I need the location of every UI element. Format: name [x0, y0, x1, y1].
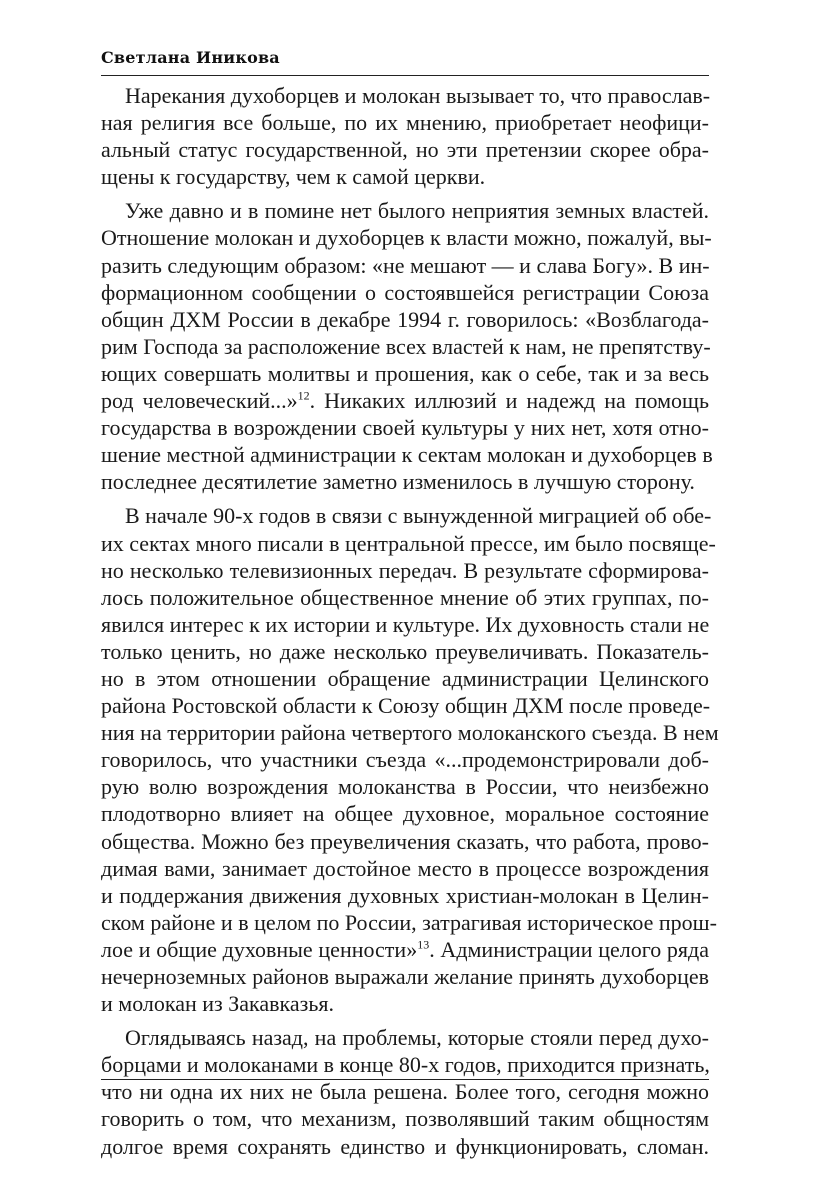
- text-segment: род человеческий...»: [101, 388, 298, 414]
- text-segment: . Никаких иллюзий и надежд на помощь: [309, 388, 709, 414]
- text-segment: лое и общие духовные ценности»: [101, 936, 418, 962]
- text-line: последнее десятилетие заметно изменилось в лучшую сторону.: [101, 469, 695, 495]
- paragraph-2: [101, 197, 713, 495]
- footnote-ref: 12: [297, 388, 310, 403]
- text-line: разить следующим образом: «не мешают — и слава Богу». В ин-: [101, 252, 710, 278]
- text-line: Оглядываясь назад, на проблемы, которые стояли перед духо-: [125, 1025, 709, 1051]
- text-line: лось положительное общественное мнение об этих группах, по-: [101, 584, 709, 610]
- text-line: района Ростовской области к Союзу общин ДХМ после проведе-: [101, 693, 711, 719]
- footnote-ref: 13: [417, 937, 430, 952]
- text-line: Уже давно и в помине нет былого неприятия земных властей.: [125, 198, 709, 224]
- text-segment: . Администрации целого ряда: [429, 936, 709, 962]
- text-line-with-note: [101, 387, 709, 414]
- text-line-with-note: [101, 936, 709, 963]
- text-line: и молокан из Закавказья.: [101, 991, 334, 1017]
- text-line: их сектах много писали в центральной прессе, им было посвяще-: [101, 530, 716, 556]
- text-line: говорить о том, что механизм, позволявший таким общностям: [101, 1106, 709, 1132]
- paragraph-3: [101, 502, 719, 1017]
- text-line: нечерноземных районов выражали желание принять духоборцев: [101, 964, 709, 989]
- text-line: государства в возрождении своей культуры у них нет, хотя отно-: [101, 415, 709, 441]
- text-line: ском районе и в целом по России, затрагивая историческое прош-: [101, 909, 717, 935]
- text-line: альный статус государственной, но эти претензии скорее обра-: [101, 137, 709, 163]
- text-line: ющих совершать молитвы и прошения, как о себе, так и за весь: [101, 360, 709, 386]
- text-line: и поддержания движения духовных христиан-молокан в Целин-: [101, 882, 709, 908]
- text-line: Нарекания духоборцев и молокан вызывает то, что православ-: [125, 83, 711, 108]
- header-rule: [101, 75, 709, 76]
- text-line: димая вами, занимает достойное место в процессе возрождения: [101, 855, 709, 881]
- paragraph-1: [101, 82, 709, 190]
- text-line: борцами и молоканами в конце 80-х годов, приходится признать,: [101, 1052, 710, 1078]
- running-head-author: Светлана Иникова: [101, 48, 280, 67]
- text-line: Отношение молокан и духоборцев к власти можно, пожалуй, вы-: [101, 225, 712, 251]
- text-line: ния на территории района четвертого молоканского съезда. В нем: [101, 720, 719, 746]
- text-line: щены к государству, чем к самой церкви.: [101, 164, 486, 190]
- text-body: [101, 82, 719, 1167]
- paragraph-4: [101, 1024, 709, 1159]
- text-line: формационном сообщении о состоявшейся регистрации Союза: [101, 279, 709, 305]
- text-line: ная религия все больше, по их мнению, приобретает неофици-: [101, 110, 709, 136]
- text-line: что ни одна их них не была решена. Более того, сегодня можно: [101, 1079, 709, 1105]
- text-line: только ценить, но даже несколько преувеличивать. Показатель-: [101, 638, 709, 664]
- text-line: рую волю возрождения молоканства в России, что неизбежно: [101, 774, 709, 800]
- text-line: общества. Можно без преувеличения сказать, что работа, прово-: [101, 828, 709, 854]
- text-line: рим Господа за расположение всех властей к нам, не препятству-: [101, 333, 711, 359]
- text-line: долгое время сохранять единство и функционировать, сломан.: [101, 1133, 709, 1159]
- text-line: но несколько телевизионных передач. В результате сформирова-: [101, 557, 709, 583]
- text-line: шение местной администрации к сектам молокан и духоборцев в: [101, 442, 713, 468]
- text-line: плодотворно влияет на общее духовное, моральное состояние: [101, 801, 709, 827]
- text-line: но в этом отношении обращение администрации Целинского: [101, 665, 709, 691]
- footer-rule: [101, 1079, 709, 1080]
- text-line: общин ДХМ России в декабре 1994 г. говорилось: «Возблагода-: [101, 306, 709, 332]
- text-line: говорилось, что участники съезда «...продемонстрировали доб-: [101, 747, 709, 773]
- text-line: В начале 90-х годов в связи с вынужденной миграцией об обе-: [125, 503, 712, 529]
- text-line: явился интерес к их истории и культуре. Их духовность стали не: [101, 611, 710, 637]
